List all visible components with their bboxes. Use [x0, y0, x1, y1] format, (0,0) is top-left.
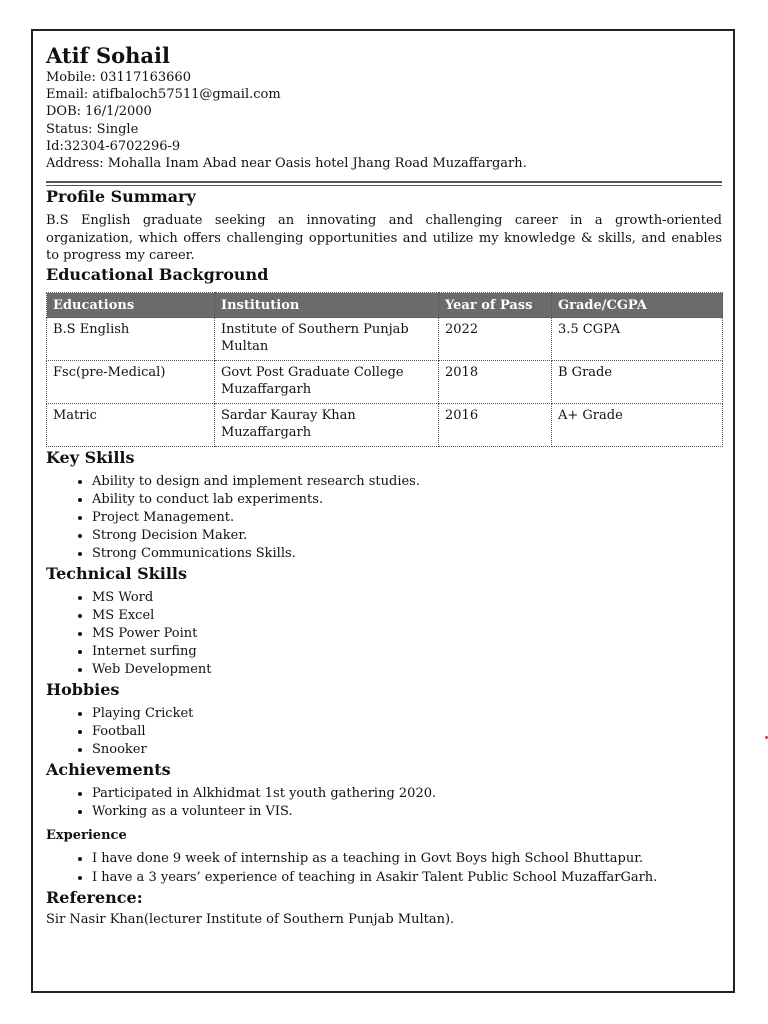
achievements-heading: Achievements — [46, 760, 171, 780]
table-cell: Matric — [47, 404, 215, 447]
technical-skills-list — [46, 589, 722, 679]
key-skills-list — [46, 473, 722, 563]
list-item: • I have a 3 years’ experience of teaching in Asakir Talent Public School MuzaffarGarh. — [92, 868, 722, 887]
column-header-grade: Grade/CGPA — [552, 293, 723, 318]
table-cell: Govt Post Graduate College Muzaffargarh — [215, 361, 439, 404]
table-cell: A+ Grade — [552, 404, 723, 447]
hobbies-heading: Hobbies — [46, 680, 120, 700]
address-line: Address: Mohalla Inam Abad near Oasis hotel Jhang Road Muzaffargarh. — [46, 156, 527, 172]
education-table — [46, 292, 723, 447]
education-heading: Educational Background — [46, 265, 269, 285]
table-cell: Institute of Southern Punjab Multan — [215, 318, 439, 361]
list-item: • Project Management. — [92, 509, 722, 527]
list-item: • Ability to conduct lab experiments. — [92, 491, 722, 509]
list-item: • MS Excel — [92, 607, 722, 625]
list-item: • I have done 9 week of internship as a teaching in Govt Boys high School Bhuttapur. — [92, 849, 722, 868]
status-line: Status: Single — [46, 121, 139, 137]
list-item: • Strong Communications Skills. — [92, 545, 722, 563]
table-row — [47, 318, 723, 361]
id-line: Id:32304-6702296-9 — [46, 138, 181, 154]
profile-summary-text: B.S English graduate seeking an innovating and challenging career in a growth-oriented organization, which offers challenging opportunities and utilize my knowledge & skills, and enables to progress my career. — [46, 213, 722, 264]
table-cell: 2016 — [439, 404, 552, 447]
list-item: • Ability to design and implement research studies. — [92, 473, 722, 491]
experience-list — [46, 849, 722, 887]
column-header-institution: Institution — [215, 293, 439, 318]
profile-summary-heading: Profile Summary — [46, 187, 196, 207]
dob-line: DOB: 16/1/2000 — [46, 104, 152, 120]
list-item: • Web Development — [92, 661, 722, 679]
reference-heading: Reference: — [46, 888, 143, 908]
list-item: • Snooker — [92, 741, 722, 759]
mobile-line: Mobile: 03117163660 — [46, 70, 191, 85]
list-item: • Football — [92, 723, 722, 741]
table-cell: Sardar Kauray Khan Muzaffargarh — [215, 404, 439, 447]
list-item: • Playing Cricket — [92, 705, 722, 723]
contact-block — [46, 43, 722, 172]
experience-heading: Experience — [46, 828, 127, 844]
list-item: • MS Power Point — [92, 625, 722, 643]
table-cell: B.S English — [47, 318, 215, 361]
table-cell: 2022 — [439, 318, 552, 361]
list-item: • Strong Decision Maker. — [92, 527, 722, 545]
list-item: • MS Word — [92, 589, 722, 607]
reference-text: Sir Nasir Khan(lecturer Institute of Southern Punjab Multan). — [46, 912, 455, 928]
table-cell: Fsc(pre-Medical) — [47, 361, 215, 404]
list-item: • Participated in Alkhidmat 1st youth gathering 2020. — [92, 785, 722, 803]
table-row — [47, 404, 723, 447]
candidate-name: Atif Sohail — [46, 43, 170, 68]
email-line: Email: atifbaloch57511@gmail.com — [46, 87, 281, 103]
table-cell: B Grade — [552, 361, 723, 404]
list-item: • Working as a volunteer in VIS. — [92, 803, 722, 821]
table-row — [47, 361, 723, 404]
resume-content — [46, 43, 722, 928]
education-table-header — [47, 293, 723, 318]
table-cell: 2018 — [439, 361, 552, 404]
list-item: • Internet surfing — [92, 643, 722, 661]
column-header-educations: Educations — [47, 293, 215, 318]
column-header-year: Year of Pass — [439, 293, 552, 318]
key-skills-heading: Key Skills — [46, 448, 135, 468]
hobbies-list — [46, 705, 722, 759]
technical-skills-heading: Technical Skills — [46, 564, 187, 584]
table-cell: 3.5 CGPA — [552, 318, 723, 361]
achievements-list — [46, 785, 722, 821]
